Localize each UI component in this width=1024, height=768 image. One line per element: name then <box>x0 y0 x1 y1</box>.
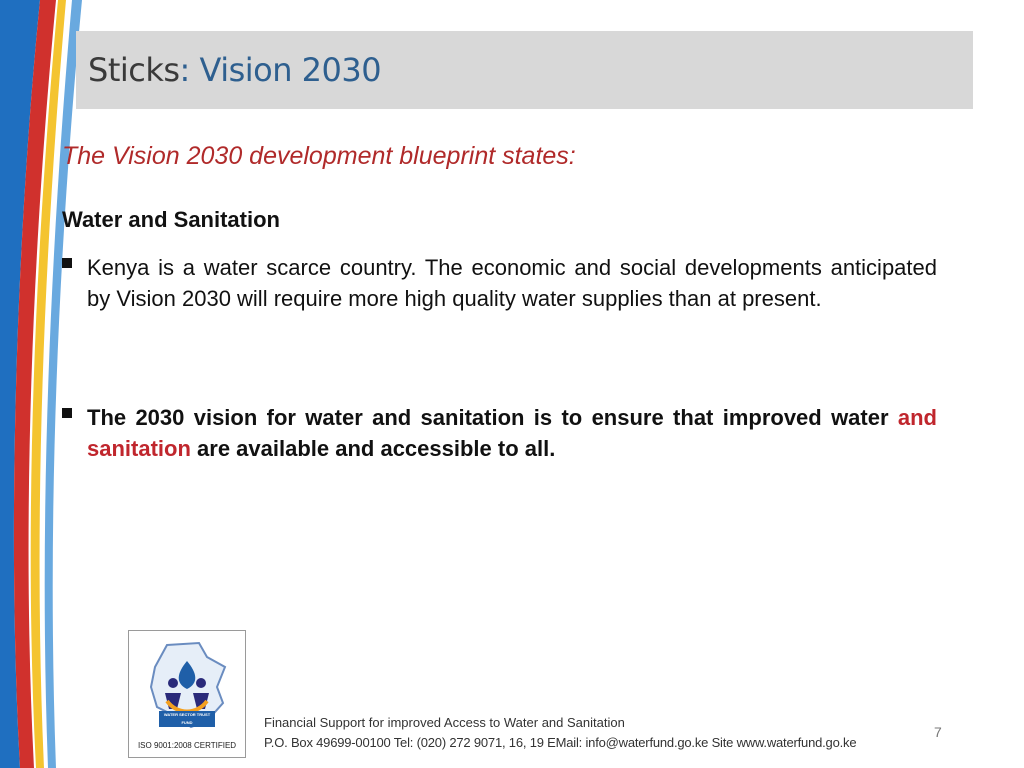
bullet-highlight: and sanitation <box>87 405 937 461</box>
square-bullet-icon <box>62 408 72 418</box>
bullet-item <box>62 402 937 464</box>
bullet-text: Kenya is a water scarce country. The economic and social developments anticipated by Vision 2030 will require more high quality water supplies than at present. <box>87 255 937 311</box>
bullet-text-part: are available and accessible to all. <box>190 436 556 461</box>
organization-logo <box>128 630 246 758</box>
bullet-text-part: The 2030 vision for water and sanitation is to ensure that improved water <box>87 405 898 430</box>
title-bar <box>76 31 973 109</box>
page-title <box>88 51 381 89</box>
decorative-swoosh <box>0 0 110 768</box>
square-bullet-icon <box>62 258 72 268</box>
section-heading: Water and Sanitation <box>62 207 280 232</box>
title-colon: : <box>179 51 190 89</box>
title-main: Vision 2030 <box>189 51 382 89</box>
footer-contact: P.O. Box 49699-00100 Tel: (020) 272 9071, 16, 19 EMail: info@waterfund.go.ke Site www.waterfund.go.ke <box>264 735 857 750</box>
bullet-text <box>87 402 937 464</box>
footer-tagline: Financial Support for improved Access to Water and Sanitation <box>264 715 625 730</box>
intro-text: The Vision 2030 development blueprint states: <box>62 142 576 170</box>
page-number: 7 <box>934 724 942 740</box>
iso-certification-text: ISO 9001:2008 CERTIFIED <box>137 741 237 750</box>
bullet-item <box>62 252 937 314</box>
logo-banner: WATER SECTOR TRUST FUND <box>159 711 215 727</box>
title-prefix: Sticks <box>88 51 180 89</box>
